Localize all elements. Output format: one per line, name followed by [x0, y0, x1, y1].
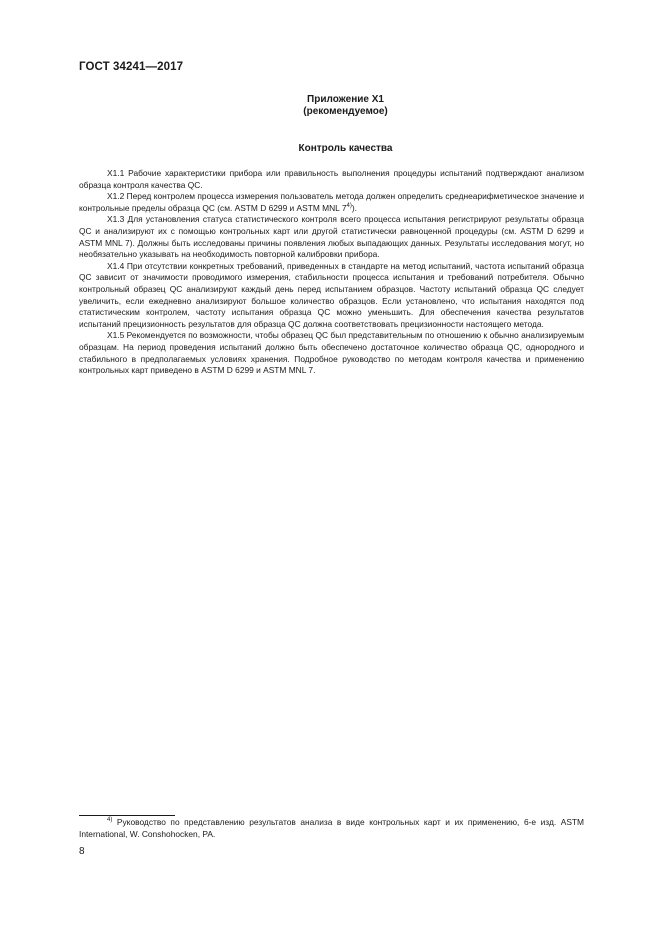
section-title: Контроль качества	[298, 143, 393, 154]
footnote-reference[interactable]: 4)	[346, 202, 352, 209]
appendix-title: Приложение X1	[307, 94, 384, 105]
footnote-marker: 4)	[107, 817, 113, 824]
appendix-heading	[0, 94, 661, 118]
paragraph-x1-2	[79, 191, 584, 214]
body-text	[79, 168, 584, 377]
paragraph-x1-2-text: X1.2 Перед контролем процесса измерения пользователь метода должен определить среднеарифметическое значение и контрольные пределы образца QC (см. ASTM D 6299 и ASTM MNL 7	[79, 191, 584, 213]
paragraph-x1-2-end: ).	[351, 202, 357, 213]
paragraph-x1-3: X1.3 Для установления статуса статистического контроля всего процесса испытания регистрируют результаты образца QC и анализируют их с помощью контрольных карт или другой статистически равноценной процедуры (см. ASTM D 6299 и ASTM MNL 7). Должны быть исследованы причины появления любых выпадающих данных. Результаты исследования могут, но необязательно указывать на необходимость повторной калибровки прибора.	[79, 214, 584, 260]
footnote-paragraph	[79, 817, 584, 840]
footnote	[79, 817, 584, 840]
footnote-separator	[79, 815, 175, 816]
document-code: ГОСТ 34241—2017	[79, 61, 184, 73]
page-number: 8	[79, 846, 85, 857]
paragraph-x1-5: X1.5 Рекомендуется по возможности, чтобы образец QC был представительным по отношению к обычно анализируемым образцам. На период проведения испытаний должно быть обеспечено достаточное количество образца QC, однородного и стабильного в предполагаемых условиях хранения. Подробное руководство по методам контроля качества и применению контрольных карт приведено в ASTM D 6299 и ASTM MNL 7.	[79, 330, 584, 376]
paragraph-x1-4: X1.4 При отсутствии конкретных требований, приведенных в стандарте на метод испытаний, частота испытаний образца QC зависит от значимости проводимого измерения, стабильности процесса испытания и требований потребителя. Обычно контрольный образец QC анализируют каждый день перед испытанием образцов. Частоту испытаний образца QC следует увеличить, если ежедневно анализируют большое количество образцов. Если установлено, что испытания находятся под статистическим контролем, частоту испытания образца QC можно уменьшить. Для обеспечения качества результатов испытаний прецизионность результатов для образца QC должна соответствовать прецизионности настоящего метода.	[79, 260, 584, 329]
footnote-text: Руководство по представлению результатов анализа в виде контрольных карт и их применению, 6-е изд. ASTM International, W. Conshohocken, PA.	[79, 817, 584, 839]
paragraph-x1-1: X1.1 Рабочие характеристики прибора или правильность выполнения процедуры испытаний подтверждают анализом образца контроля качества QC.	[79, 168, 584, 190]
appendix-subtitle: (рекомендуемое)	[303, 106, 388, 117]
